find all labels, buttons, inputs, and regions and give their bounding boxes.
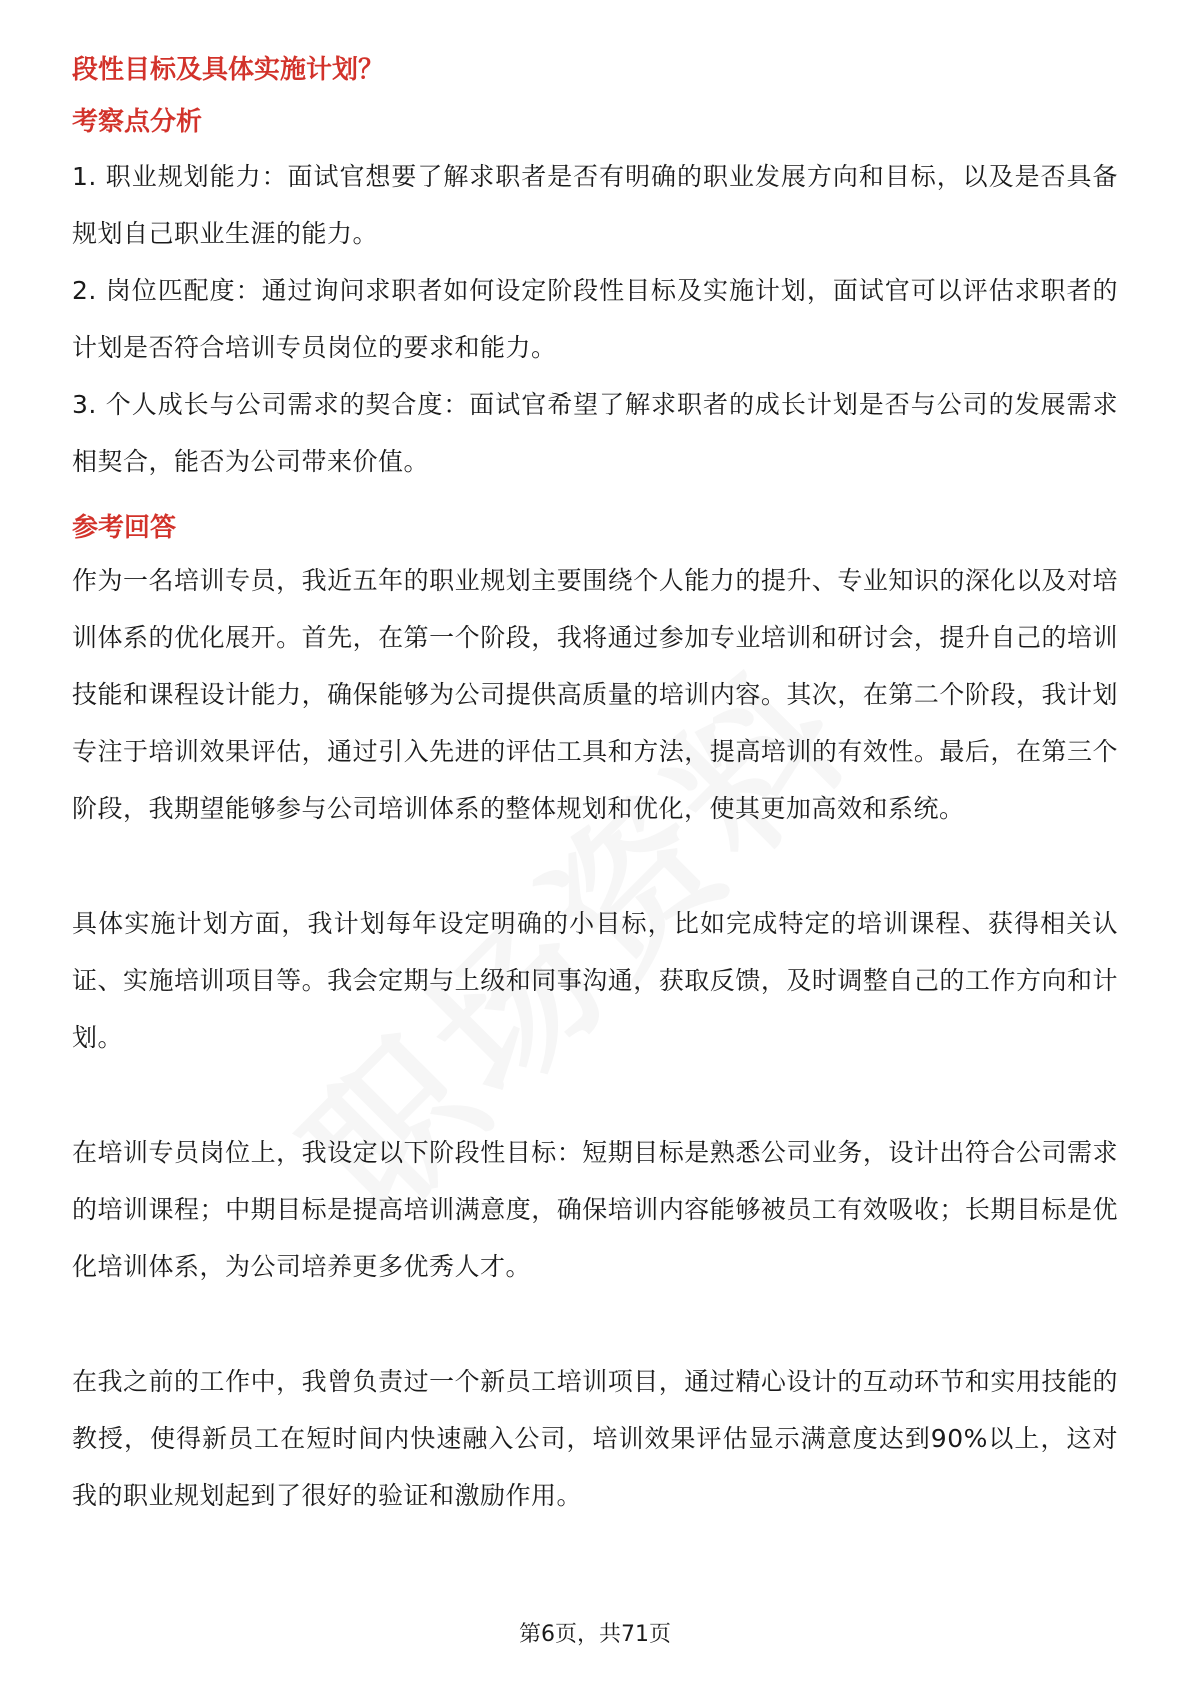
paragraph-gap	[72, 837, 1118, 895]
document-page	[72, 42, 1118, 1524]
analysis-point-1: 1. 职业规划能力：面试官想要了解求职者是否有明确的职业发展方向和目标，以及是否具备规划自己职业生涯的能力。	[72, 162, 1118, 248]
analysis-point-2: 2. 岗位匹配度：通过询问求职者如何设定阶段性目标及实施计划，面试官可以评估求职者的计划是否符合培训专员岗位的要求和能力。	[72, 276, 1118, 362]
paragraph-gap	[72, 1295, 1118, 1353]
reference-heading: 参考回答	[72, 513, 177, 543]
reference-paragraph-2: 具体实施计划方面，我计划每年设定明确的小目标，比如完成特定的培训课程、获得相关认证、实施培训项目等。我会定期与上级和同事沟通，获取反馈，及时调整自己的工作方向和计划。	[72, 909, 1118, 1052]
page-number-footer: 第6页，共71页	[519, 1622, 671, 1647]
reference-paragraph-4: 在我之前的工作中，我曾负责过一个新员工培训项目，通过精心设计的互动环节和实用技能的教授，使得新员工在短时间内快速融入公司，培训效果评估显示满意度达到90%以上，这对我的职业规划起到了很好的验证和激励作用。	[72, 1367, 1118, 1510]
paragraph-gap	[72, 1066, 1118, 1124]
section-title: 段性目标及具体实施计划？	[72, 55, 385, 85]
analysis-point-3: 3. 个人成长与公司需求的契合度：面试官希望了解求职者的成长计划是否与公司的发展需求相契合，能否为公司带来价值。	[72, 390, 1118, 476]
reference-paragraph-3: 在培训专员岗位上，我设定以下阶段性目标：短期目标是熟悉公司业务，设计出符合公司需求的培训课程；中期目标是提高培训满意度，确保培训内容能够被员工有效吸收；长期目标是优化培训体系，为公司培养更多优秀人才。	[72, 1138, 1118, 1281]
reference-paragraph-1: 作为一名培训专员，我近五年的职业规划主要围绕个人能力的提升、专业知识的深化以及对培训体系的优化展开。首先，在第一个阶段，我将通过参加专业培训和研讨会，提升自己的培训技能和课程设计能力，确保能够为公司提供高质量的培训内容。其次，在第二个阶段，我计划专注于培训效果评估，通过引入先进的评估工具和方法，提高培训的有效性。最后，在第三个阶段，我期望能够参与公司培训体系的整体规划和优化，使其更加高效和系统。	[72, 566, 1118, 823]
analysis-heading: 考察点分析	[72, 107, 203, 137]
